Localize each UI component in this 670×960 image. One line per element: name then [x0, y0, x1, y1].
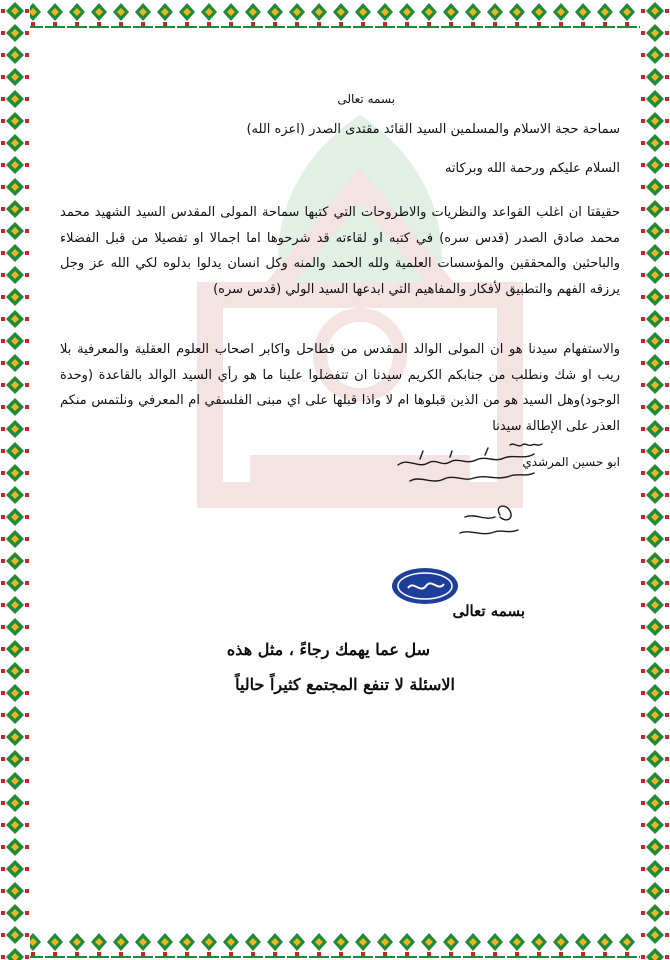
letter-addressee: سماحة حجة الاسلام والمسلمين السيد القائد مقتدى الصدر (اعزه الله)	[246, 122, 620, 137]
letter-basmala: بسمه تعالى	[337, 92, 395, 106]
reply-line-1: سل عما يهمك رجاءً ، مثل هذه	[226, 640, 430, 659]
reply-line-2: الاسئلة لا تنفع المجتمع كثيراً حالياً	[235, 675, 455, 694]
border-pattern-icon	[0, 0, 670, 30]
reply-basmala: بسمه تعالى	[452, 602, 525, 620]
bottom-border-pattern	[0, 930, 670, 960]
left-border-pattern	[0, 0, 30, 960]
seal-stamp-icon	[390, 566, 460, 606]
letter-signer: ابو حسين المرشدي	[522, 455, 620, 469]
handwritten-signature-icon	[390, 437, 560, 547]
border-pattern-icon	[0, 0, 30, 960]
right-border-pattern	[640, 0, 670, 960]
letter-paragraph-1: حقيقتا ان اغلب القواعد والنظريات والاطروحات التي كتبها سماحة المولى المقدس السيد الشهيد محمد محمد صادق الصدر (قدس سره) في كتبه او لقاءته قد شرحوها اما اجمالا او تفصيلا من قبل الفضلاء والباحثين والمحققين والمؤسسات العلمية ولله الحمد والمنه وكل انسان يدلوا بدلوه لكي الله عز وجل يرزقه الفهم والتطبيق لأفكار والمفاهيم التي ابدعها السيد الولي (قدس سره)	[60, 205, 620, 297]
border-pattern-icon	[0, 930, 670, 960]
letter-paragraph-2: والاستفهام سيدنا هو ان المولى الوالد المقدس من فطاحل واكابر اصحاب العلوم العقلية والمعرفية بلا ريب او شك ونطلب من جنابكم الكريم سيدنا ان تتفضلوا علينا ما هو رأي السيد الوالد بالقاعدة (وحدة الوجود)وهل السيد هو من الذين قبلوها ام لا واذا قبلها على اي مبنى الفلسفي ام المعرفي ونلتمس منكم العذر على الإطالة سيدنا	[60, 342, 620, 434]
top-border-pattern	[0, 0, 670, 30]
letter-greeting: السلام عليكم ورحمة الله وبركاته	[444, 161, 620, 176]
border-pattern-icon	[640, 0, 670, 960]
